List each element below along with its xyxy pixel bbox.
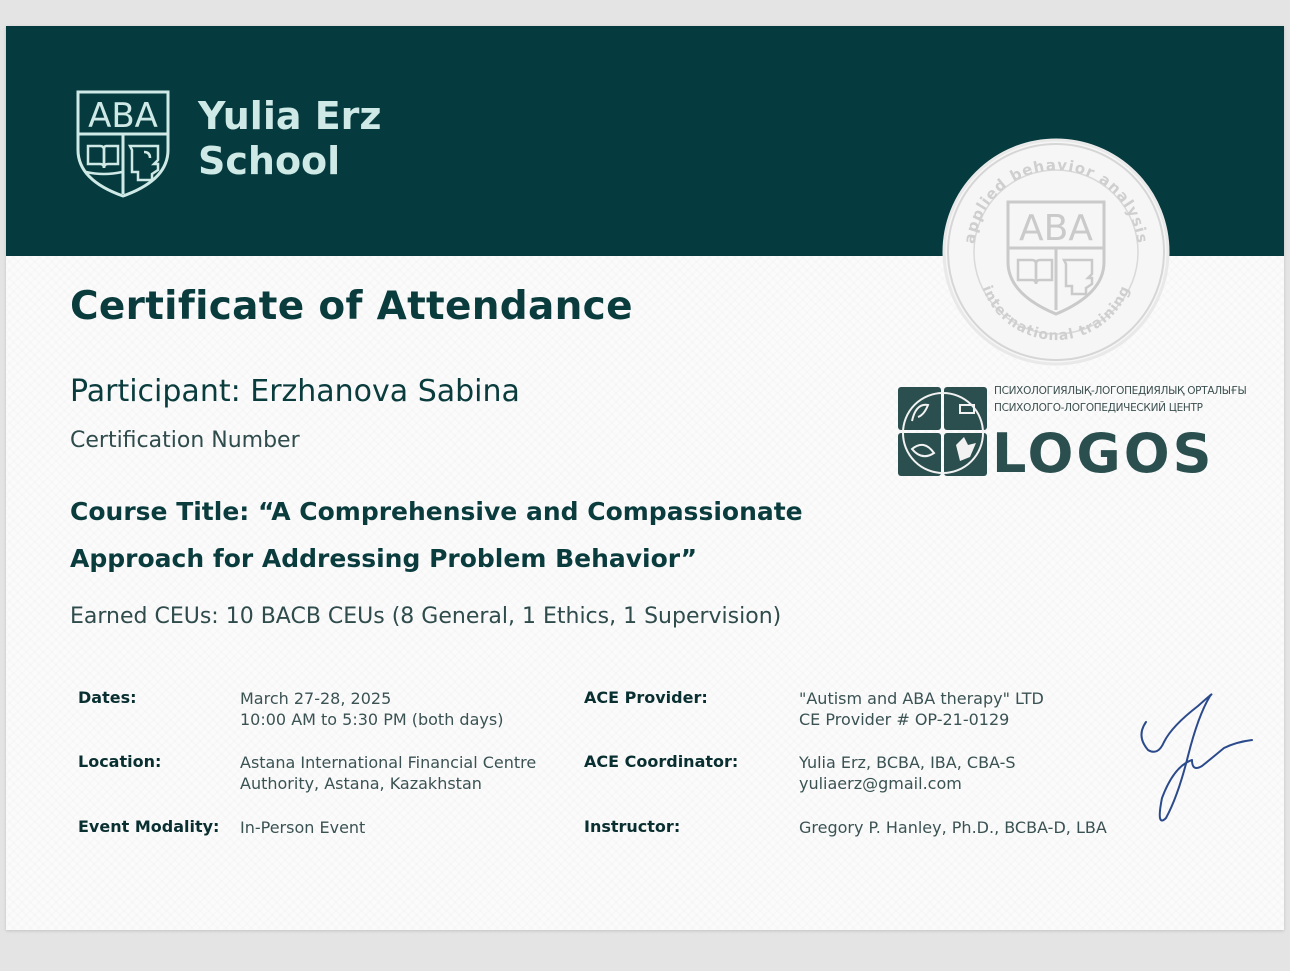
location-line2: Authority, Astana, Kazakhstan (240, 774, 482, 793)
course-title (70, 488, 803, 582)
instructor-value: Gregory P. Hanley, Ph.D., BCBA-D, LBA (799, 818, 1107, 837)
location-line1: Astana International Financial Centre (240, 753, 537, 772)
location-value (240, 752, 536, 794)
dates-value (240, 688, 503, 730)
logos-wordmark: LOGOS (992, 422, 1215, 485)
instructor-label: Instructor: (584, 817, 681, 836)
seal-arc-top: applied behavior analysis (960, 155, 1152, 245)
logos-partner-logo (896, 384, 1247, 485)
ace-provider-line2: CE Provider # OP-21-0129 (799, 710, 1010, 729)
dates-line1: March 27-28, 2025 (240, 689, 392, 708)
location-label: Location: (78, 752, 162, 771)
logos-emblem-icon (898, 387, 988, 477)
participant-name: Participant: Erzhanova Sabina (70, 374, 520, 409)
aba-shield-logo (74, 88, 172, 200)
school-name-line1: Yulia Erz (198, 94, 382, 138)
school-name-line2: School (198, 139, 341, 183)
ace-coordinator-line1: Yulia Erz, BCBA, IBA, CBA-S (799, 753, 1016, 772)
shield-text: ABA (88, 96, 158, 136)
book-icon (86, 146, 122, 174)
certificate-page (6, 26, 1284, 930)
seal-stamp (942, 138, 1170, 366)
dates-line2: 10:00 AM to 5:30 PM (both days) (240, 710, 504, 729)
course-title-line2: Approach for Addressing Problem Behavior” (70, 544, 698, 573)
ace-coordinator-value (799, 752, 1016, 794)
modality-label: Event Modality: (78, 817, 220, 836)
earned-ceus: Earned CEUs: 10 BACB CEUs (8 General, 1 Ethics, 1 Supervision) (70, 604, 782, 629)
dates-label: Dates: (78, 688, 137, 707)
signature-image (1132, 686, 1256, 828)
logos-line-ru: ПСИХОЛОГО-ЛОГОПЕДИЧЕСКИЙ ЦЕНТР (994, 402, 1203, 414)
certification-number-label: Certification Number (70, 428, 300, 453)
ace-provider-value (799, 688, 1044, 730)
logos-line-kz: ПСИХОЛОГИЯЛЫҚ-ЛОГОПЕДИЯЛЫҚ ОРТАЛЫҒЫ (994, 385, 1247, 397)
ace-coordinator-email: yuliaerz@gmail.com (799, 774, 962, 793)
ace-provider-line1: "Autism and ABA therapy" LTD (799, 689, 1044, 708)
ace-provider-label: ACE Provider: (584, 688, 708, 707)
school-name (198, 94, 382, 184)
head-profile-icon (130, 146, 158, 180)
course-title-line1: Course Title: “A Comprehensive and Compassionate (70, 497, 803, 526)
seal-center-text: ABA (1019, 208, 1093, 249)
seal-arc-bottom: international training (978, 283, 1134, 345)
ace-coordinator-label: ACE Coordinator: (584, 752, 739, 771)
modality-value: In-Person Event (240, 818, 366, 837)
certificate-title: Certificate of Attendance (70, 284, 633, 329)
